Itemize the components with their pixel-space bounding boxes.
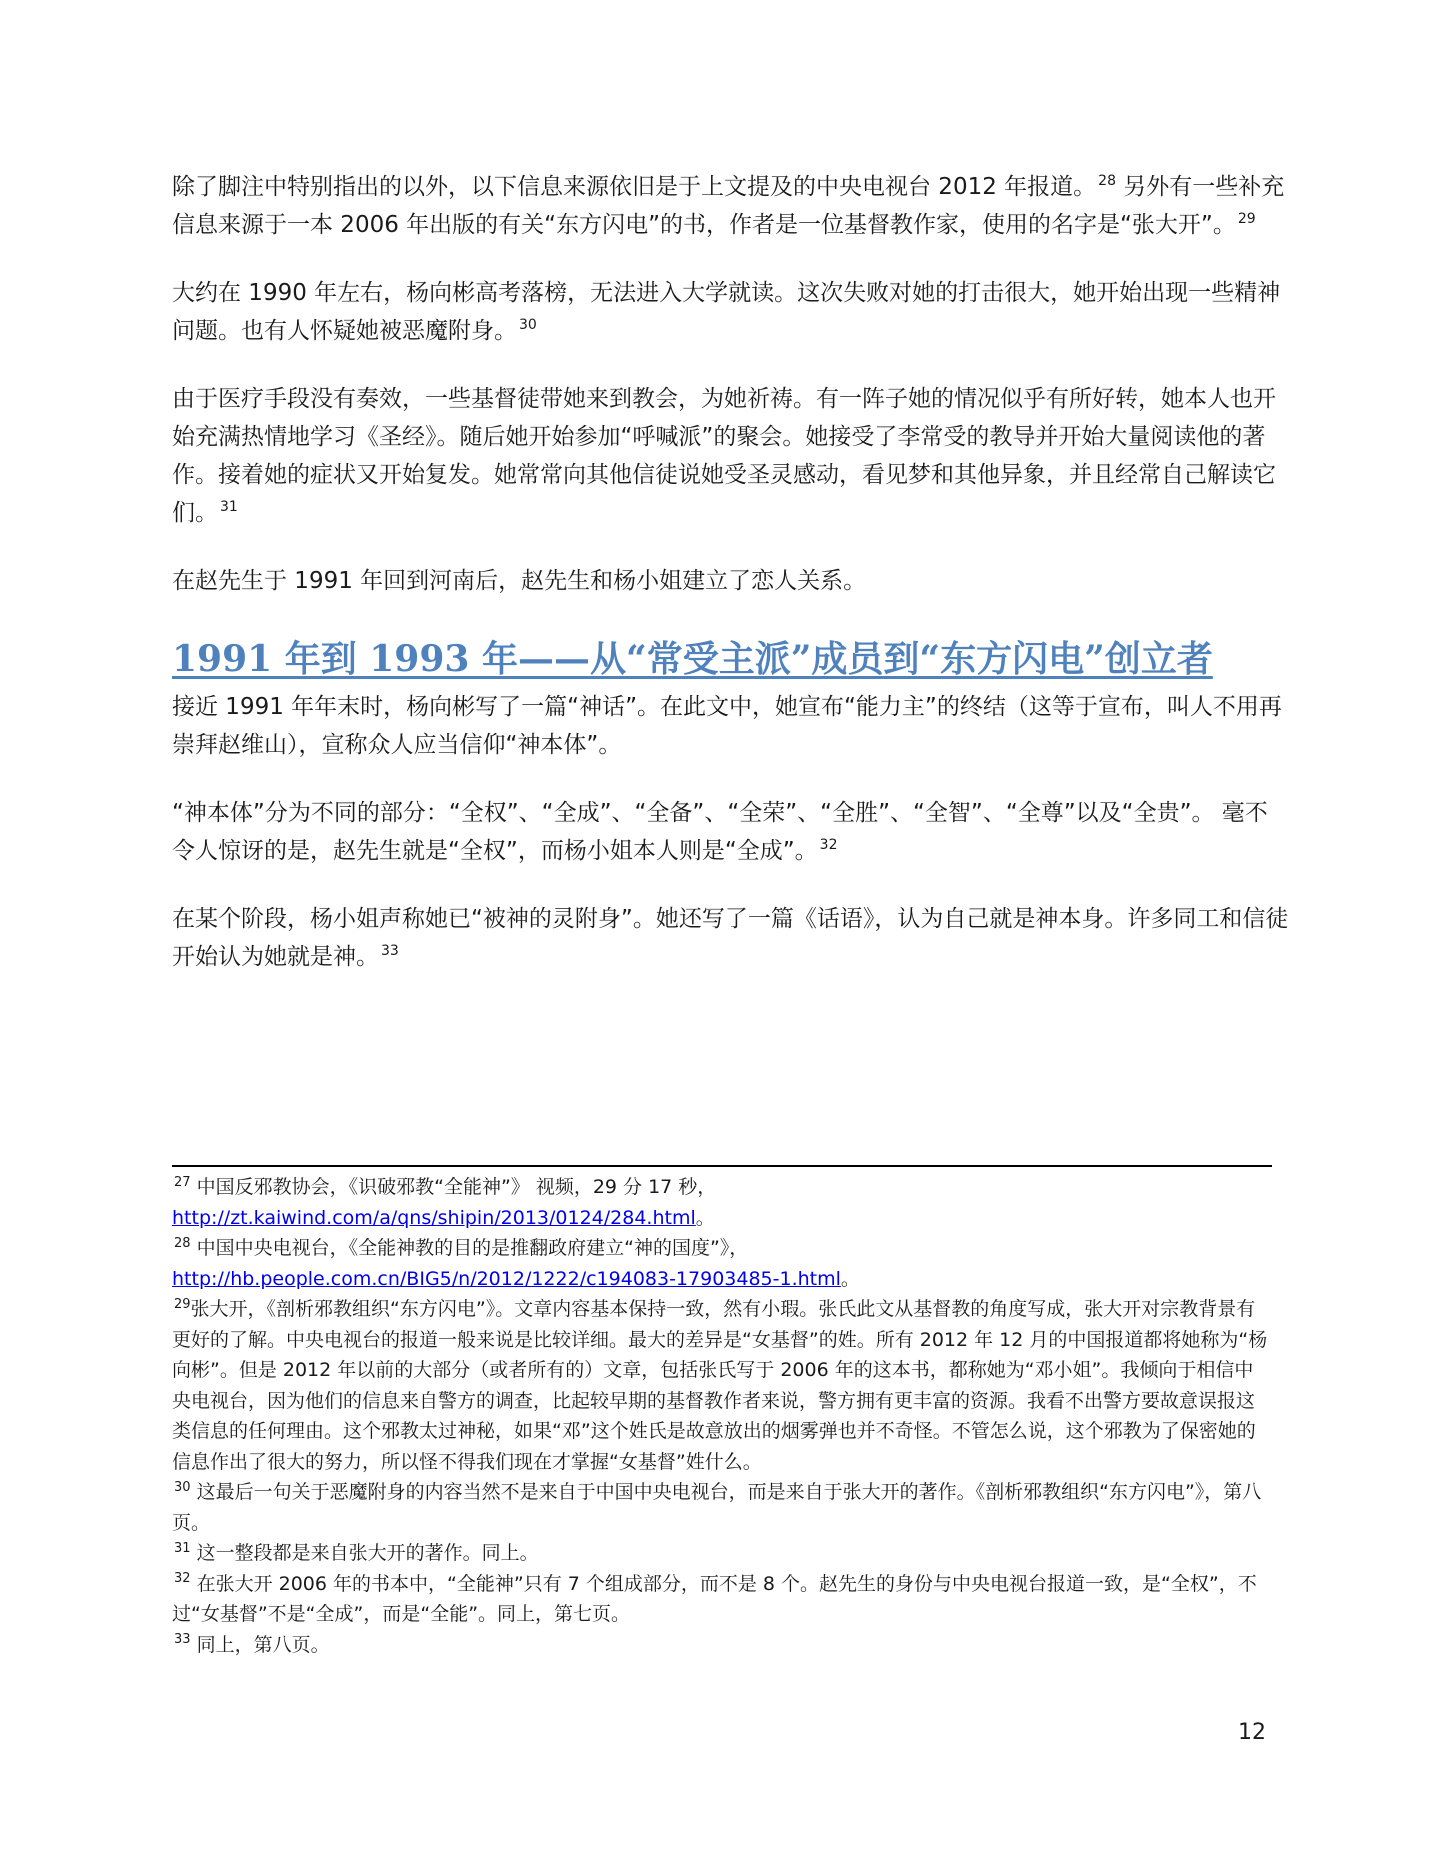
paragraph-sources: 除了脚注中特别指出的以外，以下信息来源依旧是于上文提及的中央电视台 2012 年报道。 $^{28}$ 另外有一些补充信息来源于一本 2006 年出版的有关“东方闪电”的书，作者是一位基督教作家，使用的名字是“张大开”。 $^{29}$: [172, 173, 1285, 238]
section-heading: 1991 年到 1993 年——从“常受主派”成员到“东方闪电”创立者: [172, 638, 1213, 680]
footnote-33: $^{33}$ 同上，第八页。: [174, 1632, 330, 1656]
footnote-ref-32[interactable]: 32: [819, 837, 838, 854]
footnote-32: $^{32}$ 在张大开 2006 年的书本中，“全能神”只有 7 个组成部分，而不是 8 个。赵先生的身份与中央电视台报道一致，是“全权”，不过“女基督”不是“全成”，而是“全能”。同上，第七页。: [172, 1571, 1257, 1625]
body-text: [172, 168, 1290, 1006]
footnote-28-link[interactable]: http://hb.people.com.cn/BIG5/n/2012/1222/c194083-17903485-1.html: [172, 1267, 841, 1290]
footnote-27: $^{27}$ 中国反邪教协会，《识破邪教“全能神”》 视频，29 分 17 秒， http://zt.kaiwind.com/a/qns/shipin/2013/0124/284.html。: [172, 1174, 717, 1229]
paragraph-possessed: 在某个阶段，杨小姐声称她已“被神的灵附身”。她还写了一篇《话语》，认为自己就是神本身。许多同工和信徒开始认为她就是神。 $^{33}$: [172, 906, 1289, 970]
footnote-separator: [172, 1165, 1272, 1167]
footnote-29: $^{29}$张大开，《剖析邪教组织“东方闪电”》。文章内容基本保持一致，然有小瑕。张氏此文从基督教的角度写成，张大开对宗教背景有更好的了解。中央电视台的报道一般来说是比较详细。最大的差异是“女基督”的姓。所有 2012 年 12 月的中国报道都将她称为“杨向彬”。但是 2012 年以前的大部分（或者所有的）文章，包括张氏写于 2006 年的这本书，都称她为“邓小姐”。我倾向于相信中央电视台，因为他们的信息来自警方的调查，比起较早期的基督教作者来说，警方拥有更丰富的资源。我看不出警方要故意误报这类信息的任何理由。这个邪教太过神秘，如果“邓”这个姓氏是故意放出的烟雾弹也并不奇怪。不管怎么说，这个邪教为了保密她的信息作出了很大的努力，所以怪不得我们现在才掌握“女基督”姓什么。: [172, 1296, 1268, 1473]
paragraph-god-body: “神本体”分为不同的部分：“全权”、“全成”、“全备”、“全荣”、“全胜”、“全智”、“全尊”以及“全贵”。 毫不令人惊讶的是，赵先生就是“全权”，而杨小姐本人则是“全成”。 $^{32}$: [172, 800, 1268, 864]
footnote-ref-33[interactable]: 33: [381, 943, 399, 960]
footnote-28: $^{28}$ 中国中央电视台，《全能神教的目的是推翻政府建立“神的国度”》， http://hb.people.com.cn/BIG5/n/2012/1222/c194083-17903485-1.html。: [172, 1235, 860, 1290]
paragraph-church: 由于医疗手段没有奏效，一些基督徒带她来到教会，为她祈祷。有一阵子她的情况似乎有所好转，她本人也开始充满热情地学习《圣经》。随后她开始参加“呼喊派”的聚会。她接受了李常受的教导并开始大量阅读他的著作。接着她的症状又开始复发。她常常向其他信徒说她受圣灵感动，看见梦和其他异象，并且经常自己解读它们。 $^{31}$: [172, 386, 1276, 526]
footnotes: [172, 1172, 1272, 1660]
paragraph-myth: 接近 1991 年年末时，杨向彬写了一篇“神话”。在此文中，她宣布“能力主”的终结（这等于宣布，叫人不用再崇拜赵维山），宣称众人应当信仰“神本体”。: [172, 694, 1282, 758]
footnote-ref-31[interactable]: 31: [220, 499, 238, 516]
paragraph-exam: 大约在 1990 年左右，杨向彬高考落榜，无法进入大学就读。这次失败对她的打击很大，她开始出现一些精神问题。也有人怀疑她被恶魔附身。 $^{30}$: [172, 280, 1281, 344]
footnote-30: $^{30}$ 这最后一句关于恶魔附身的内容当然不是来自于中国中央电视台，而是来自于张大开的著作。《剖析邪教组织“东方闪电”》，第八页。: [172, 1479, 1262, 1534]
footnote-ref-29[interactable]: 29: [1237, 211, 1256, 228]
footnote-ref-28[interactable]: 28: [1098, 173, 1116, 190]
footnote-27-link[interactable]: http://zt.kaiwind.com/a/qns/shipin/2013/0124/284.html: [172, 1206, 696, 1229]
paragraph-relationship: 在赵先生于 1991 年回到河南后，赵先生和杨小姐建立了恋人关系。: [172, 568, 867, 594]
page-number: 12: [1238, 1720, 1266, 1745]
footnote-ref-30[interactable]: 30: [519, 317, 537, 334]
footnote-31: $^{31}$ 这一整段都是来自张大开的著作。同上。: [174, 1540, 539, 1564]
